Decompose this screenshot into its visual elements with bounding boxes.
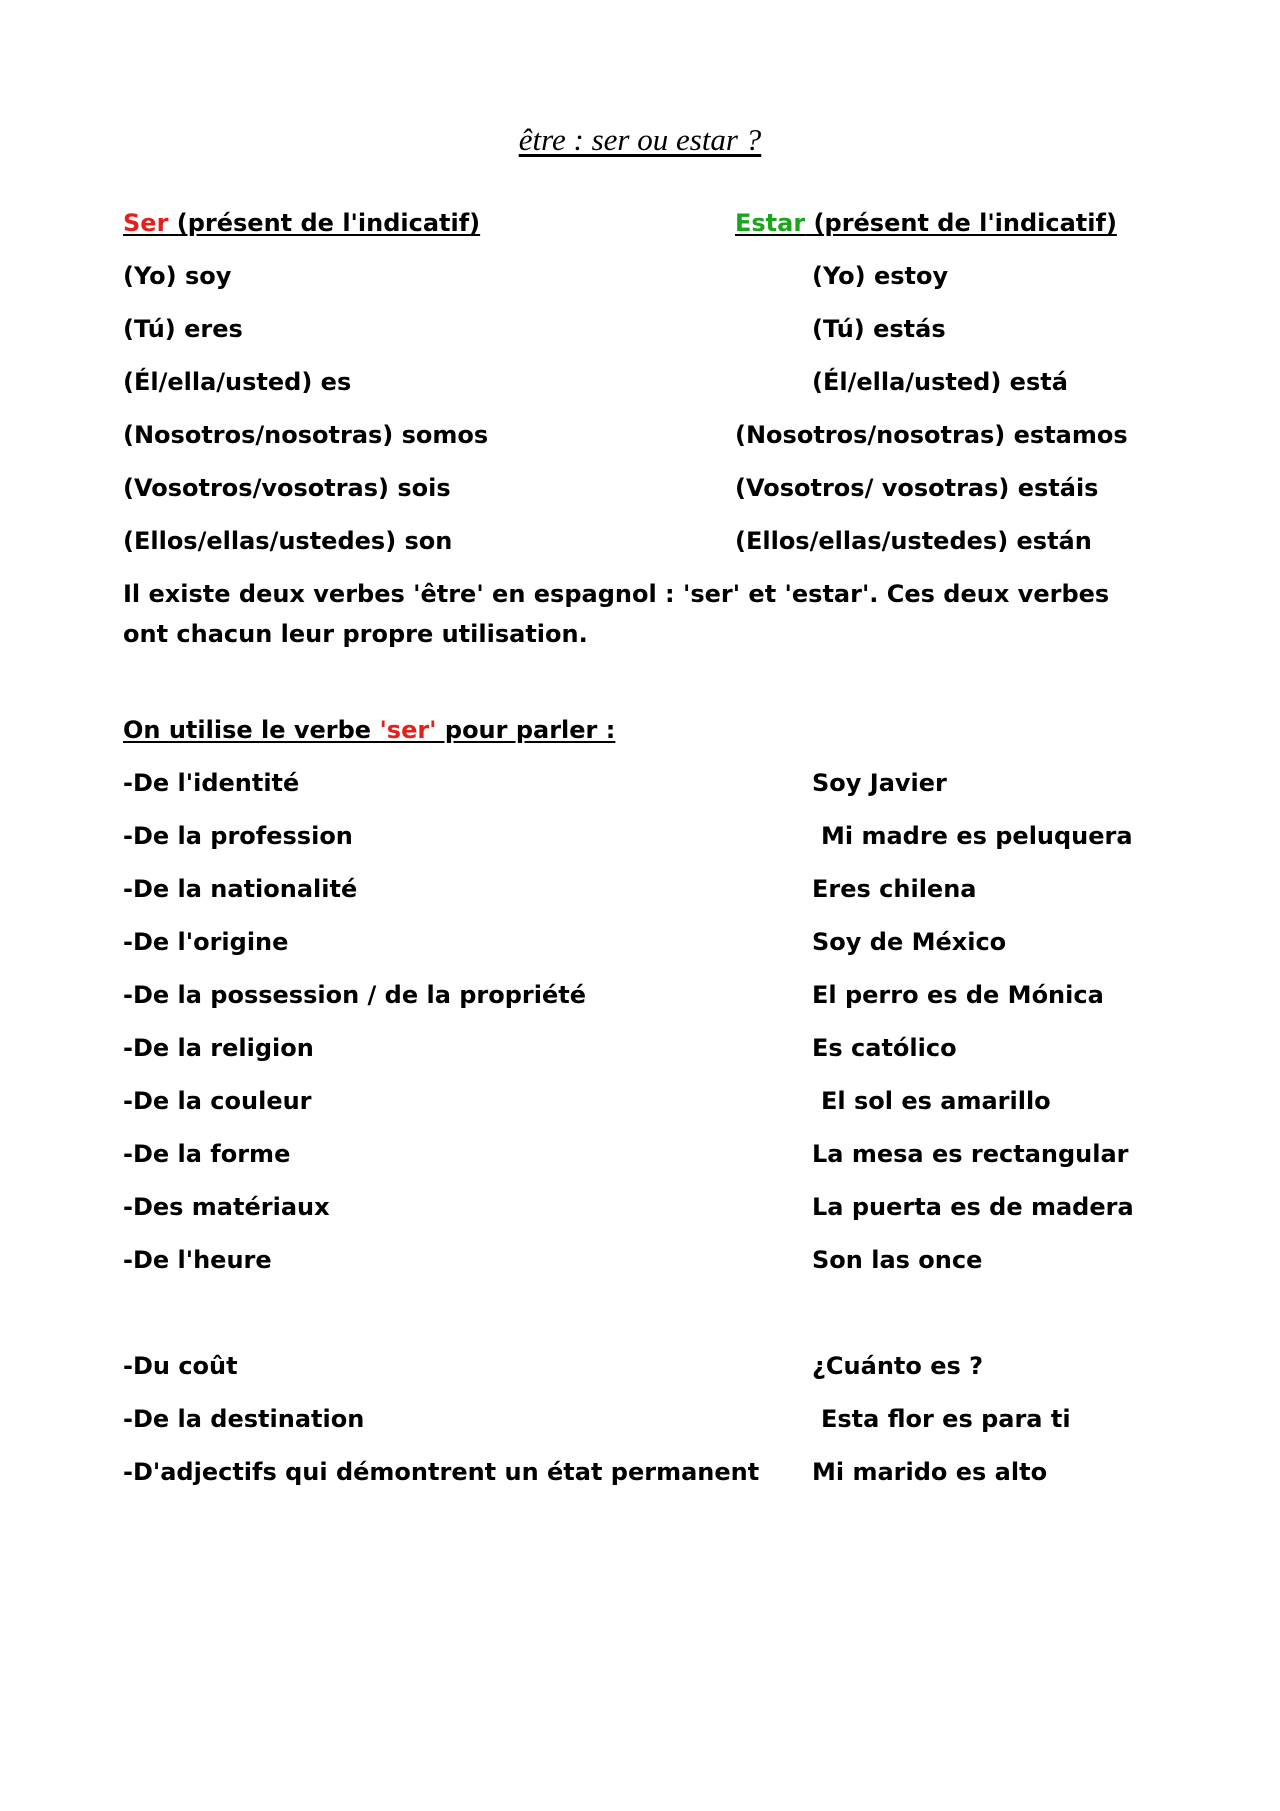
use-example: El perro es de Mónica (812, 981, 1104, 1009)
estar-heading-verb: Estar (735, 209, 806, 237)
use-example: La mesa es rectangular (812, 1140, 1129, 1168)
use-item: -De la forme (123, 1140, 291, 1168)
use-example: Soy de México (812, 928, 1007, 956)
ser-form: (Nosotros/nosotras) somos (123, 421, 489, 449)
uses-heading (123, 715, 615, 745)
uses-heading-verb: 'ser' (379, 716, 437, 744)
use-item: -De la couleur (123, 1087, 312, 1115)
estar-form: (Nosotros/nosotras) estamos (735, 421, 1128, 449)
intro-paragraph: Il existe deux verbes 'être' en espagnol : 'ser' et 'estar'. Ces deux verbes ont chacun leur propre utilisation. (123, 580, 1110, 648)
estar-heading-rest: (présent de l'indicatif) (805, 209, 1117, 237)
use-item: -De la religion (123, 1034, 314, 1062)
ser-heading-verb: Ser (123, 209, 169, 237)
use-item: -Des matériaux (123, 1193, 330, 1221)
use-item: -De l'identité (123, 769, 300, 797)
use-example: Esta flor es para ti (821, 1405, 1071, 1433)
use-example: Mi marido es alto (812, 1458, 1048, 1486)
ser-form: (Tú) eres (123, 315, 243, 343)
use-item: -Du coût (123, 1352, 238, 1380)
use-item: -De l'origine (123, 928, 289, 956)
estar-form: (Tú) estás (812, 315, 946, 343)
ser-heading-rest: (présent de l'indicatif) (168, 209, 481, 237)
use-example: Es católico (812, 1034, 957, 1062)
use-example: La puerta es de madera (812, 1193, 1134, 1221)
estar-heading (735, 208, 1117, 238)
ser-heading (123, 208, 480, 238)
use-item: -De la possession / de la propriété (123, 981, 587, 1009)
use-item: -D'adjectifs qui démontrent un état permanent (123, 1458, 760, 1486)
estar-form: (Ellos/ellas/ustedes) están (735, 527, 1092, 555)
use-example: El sol es amarillo (821, 1087, 1051, 1115)
use-item: -De la nationalité (123, 875, 358, 903)
use-example: Soy Javier (812, 769, 947, 797)
use-item: -De la profession (123, 822, 353, 850)
uses-heading-before: On utilise le verbe (123, 716, 380, 744)
ser-form: (Vosotros/vosotras) sois (123, 474, 451, 502)
estar-form: (Él/ella/usted) está (812, 368, 1068, 396)
estar-form: (Yo) estoy (812, 262, 949, 290)
page-title: être : ser ou estar ? (518, 122, 762, 157)
use-example: ¿Cuánto es ? (812, 1352, 984, 1380)
use-item: -De l'heure (123, 1246, 272, 1274)
ser-form: (Ellos/ellas/ustedes) son (123, 527, 453, 555)
uses-heading-after: pour parler : (436, 716, 616, 744)
use-example: Mi madre es peluquera (821, 822, 1133, 850)
use-example: Son las once (812, 1246, 983, 1274)
estar-form: (Vosotros/ vosotras) estáis (735, 474, 1099, 502)
ser-form: (Él/ella/usted) es (123, 368, 352, 396)
ser-form: (Yo) soy (123, 262, 232, 290)
use-item: -De la destination (123, 1405, 365, 1433)
use-example: Eres chilena (812, 875, 977, 903)
